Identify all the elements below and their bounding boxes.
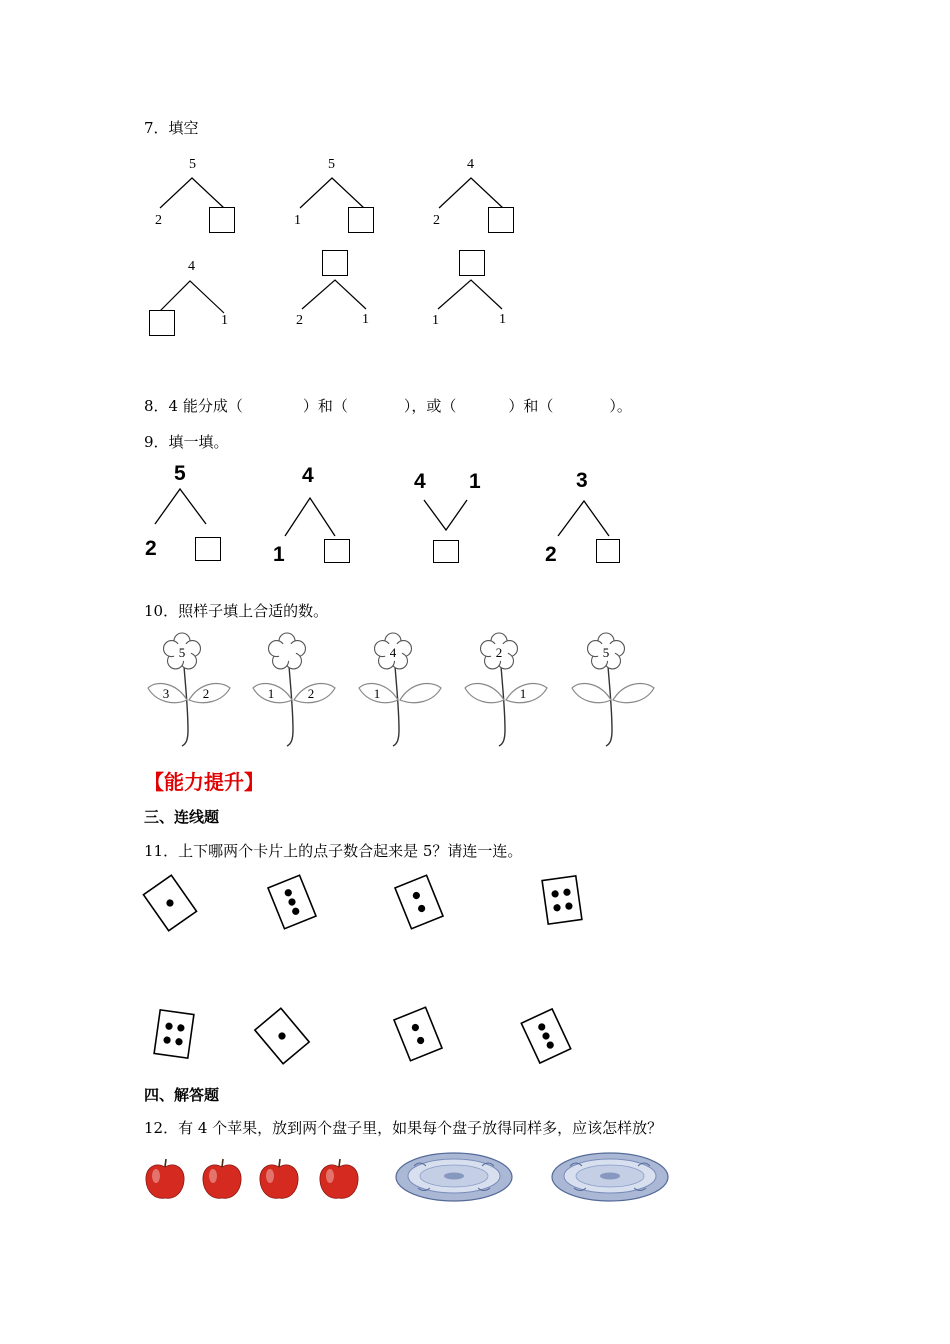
left-leaf [572,684,611,703]
tree-left-number: 1 [294,213,301,228]
card-border [394,1007,442,1061]
apple-icon [144,1158,186,1202]
card-border [395,875,443,929]
flower-stem [606,666,612,746]
flower-stem [499,666,505,746]
plate-icon [394,1150,514,1204]
left-leaf [465,684,504,703]
q7-title: 7．填空 [144,119,199,137]
card-border [542,876,582,924]
flower-top-number[interactable]: 5 [178,645,186,660]
flower-stem [182,666,188,746]
answer-box[interactable] [149,310,175,336]
right-leaf [613,684,654,703]
q8-suffix: ）。 [609,397,632,415]
flower [359,630,445,746]
flower [572,630,658,746]
bottom-dot-card[interactable] [383,999,453,1069]
tree-left-number: 2 [145,537,157,560]
tree-left-number: 2 [545,543,557,566]
flower-top-number[interactable]: 4 [389,645,397,660]
answer-box[interactable] [195,537,221,561]
flower-top-number[interactable]: 2 [495,645,503,660]
ability-heading: 【能力提升】 [144,770,264,794]
tree-left-number: 2 [433,213,440,228]
apple-icon [318,1158,360,1202]
right-leaf [294,684,335,703]
flower-right-number[interactable]: 1 [519,686,527,701]
tree-left-number: 1 [273,543,285,566]
tree-top-number: 5 [328,157,335,172]
top-dot-card[interactable] [257,867,327,937]
flower-stem [287,666,293,746]
q10-title: 10．照样子填上合适的数。 [144,602,329,620]
tree-top-number: 5 [174,462,186,485]
q8-line [144,396,632,416]
q8-and-2: ）和（ [508,397,554,415]
bottom-dot-card[interactable] [247,1001,317,1071]
tree-top-number: 4 [302,464,314,487]
flower [148,630,234,746]
top-dot-card[interactable] [384,867,454,937]
right-leaf [400,684,441,703]
flower-stem [393,666,399,746]
answer-box[interactable] [488,207,514,233]
tree-top-number: 5 [189,157,196,172]
tree-left-number: 4 [414,470,426,493]
tree-top-number: 4 [188,259,195,274]
tree-top-number: 3 [576,469,588,492]
flower-center [278,643,296,661]
q8-prefix: 8．4 能分成（ [144,397,243,415]
flower-top-number[interactable]: 5 [602,645,610,660]
apple-icon [258,1158,300,1202]
tree-right-number: 1 [499,312,506,327]
answer-box[interactable] [209,207,235,233]
top-dot-card[interactable] [135,868,205,938]
tree-right-number: 1 [221,313,228,328]
right-leaf [189,684,230,703]
right-leaf [506,684,547,703]
tree-left-number: 2 [155,213,162,228]
tree-top-number: 4 [467,157,474,172]
plate-icon [550,1150,670,1204]
section-3-heading: 三、连线题 [144,808,220,826]
tree-right-number: 1 [469,470,481,493]
apple-icon [201,1158,243,1202]
flower-left-number[interactable]: 1 [267,686,275,701]
bottom-dot-card[interactable] [511,1001,581,1071]
q12-title: 12．有 4 个苹果，放到两个盘子里，如果每个盘子放得同样多，应该怎样放？ [144,1119,663,1137]
q8-or: ），或（ [403,397,457,415]
answer-box[interactable] [348,207,374,233]
answer-box[interactable] [596,539,620,563]
tree-right-number: 1 [362,312,369,327]
flower-left-number[interactable]: 1 [373,686,381,701]
section-4-heading: 四、解答题 [144,1086,220,1104]
tree-left-number: 2 [296,313,303,328]
flower [465,630,551,746]
flower [253,630,339,746]
flower-left-number[interactable]: 3 [162,686,170,701]
tree-left-number: 1 [432,313,439,328]
answer-box[interactable] [459,250,485,276]
flower-right-number[interactable]: 2 [307,686,315,701]
q9-title: 9．填一填。 [144,433,229,451]
flower-head [269,633,306,669]
bottom-dot-card[interactable] [139,999,209,1069]
answer-box[interactable] [433,540,459,563]
flower-right-number[interactable]: 2 [202,686,210,701]
top-dot-card[interactable] [527,865,597,935]
answer-box[interactable] [322,250,348,276]
answer-box[interactable] [324,539,350,563]
q8-and-1: ）和（ [302,397,348,415]
card-border [154,1010,194,1058]
q11-title: 11．上下哪两个卡片上的点子数合起来是 5？请连一连。 [144,842,523,860]
